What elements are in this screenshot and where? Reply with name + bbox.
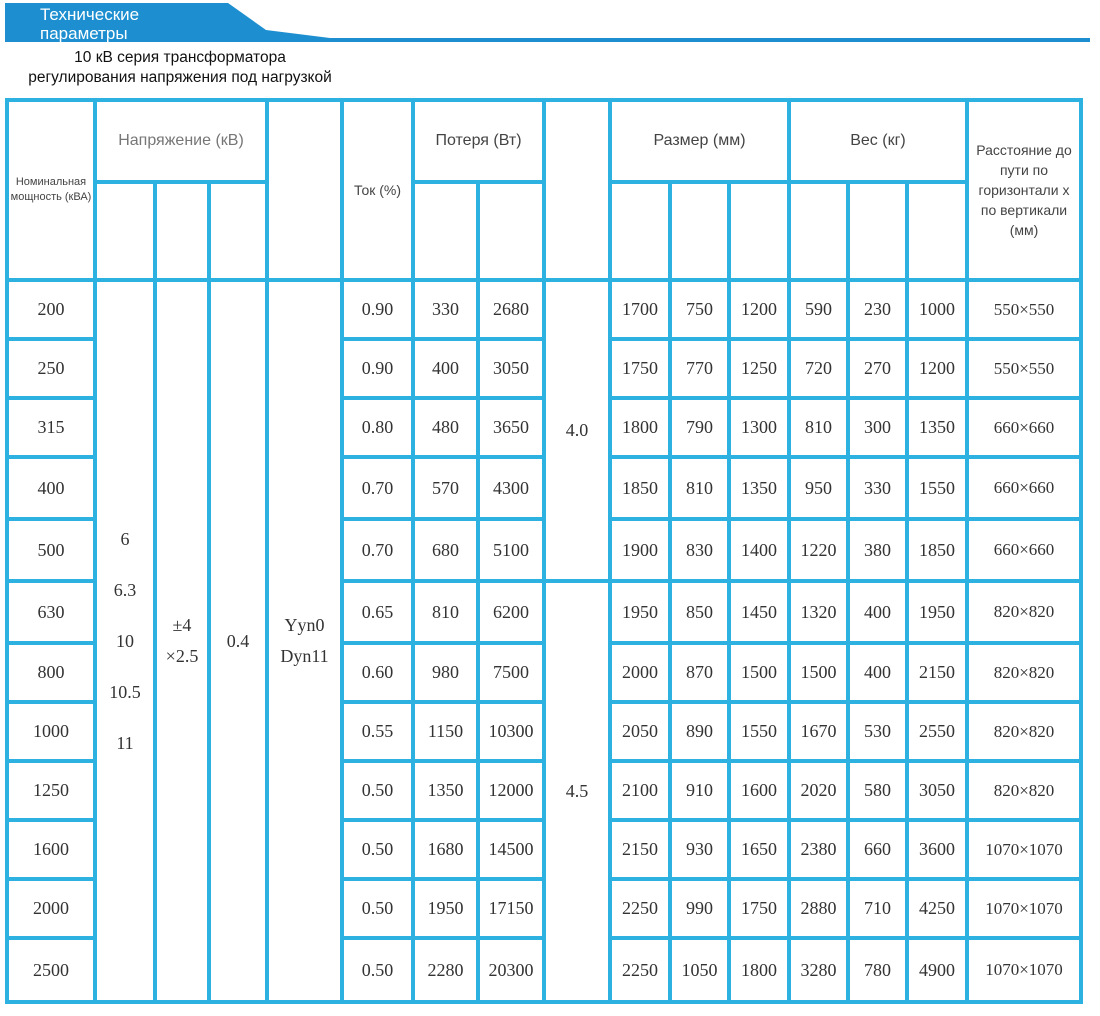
subheader-blank bbox=[211, 184, 265, 278]
banner-title: Технические параметры bbox=[40, 5, 140, 43]
cell-size-length: 1950 bbox=[612, 583, 668, 641]
cell-weight-oil: 810 bbox=[791, 400, 846, 455]
cell-power: 2500 bbox=[9, 940, 93, 1000]
cell-loss-load: 2680 bbox=[480, 282, 542, 337]
cell-size-width: 770 bbox=[672, 341, 727, 396]
cell-current: 0.50 bbox=[344, 763, 411, 818]
header-size: Размер (мм) bbox=[612, 102, 787, 180]
cell-hv-range-value: 10 bbox=[116, 630, 134, 651]
cell-loss-noload: 680 bbox=[415, 521, 476, 579]
cell-loss-load: 12000 bbox=[480, 763, 542, 818]
subtitle-line-2: регулирования напряжения под нагрузкой bbox=[28, 69, 332, 86]
cell-weight-core: 300 bbox=[850, 400, 905, 455]
cell-weight-total: 3050 bbox=[909, 763, 965, 818]
table-subtitle bbox=[0, 48, 360, 88]
cell-weight-oil: 590 bbox=[791, 282, 846, 337]
cell-weight-total: 1550 bbox=[909, 459, 965, 517]
cell-distance: 660×660 bbox=[969, 521, 1079, 579]
cell-size-length: 1850 bbox=[612, 459, 668, 517]
cell-size-width: 890 bbox=[672, 704, 727, 759]
cell-size-height: 1300 bbox=[731, 400, 787, 455]
cell-weight-total: 1000 bbox=[909, 282, 965, 337]
cell-lv: 0.4 bbox=[211, 282, 265, 1000]
cell-size-length: 2150 bbox=[612, 822, 668, 877]
cell-distance: 1070×1070 bbox=[969, 822, 1079, 877]
cell-size-width: 850 bbox=[672, 583, 727, 641]
subheader-blank bbox=[480, 184, 542, 278]
cell-loss-noload: 2280 bbox=[415, 940, 476, 1000]
cell-distance: 820×820 bbox=[969, 763, 1079, 818]
cell-weight-oil: 2880 bbox=[791, 881, 846, 936]
header-weight: Вес (кг) bbox=[791, 102, 965, 180]
cell-distance: 550×550 bbox=[969, 341, 1079, 396]
cell-loss-load: 3050 bbox=[480, 341, 542, 396]
header-current: Ток (%) bbox=[344, 102, 411, 278]
cell-loss-noload: 1950 bbox=[415, 881, 476, 936]
cell-loss-noload: 1150 bbox=[415, 704, 476, 759]
cell-size-height: 1450 bbox=[731, 583, 787, 641]
cell-distance: 660×660 bbox=[969, 459, 1079, 517]
cell-size-width: 830 bbox=[672, 521, 727, 579]
cell-loss-load: 7500 bbox=[480, 645, 542, 700]
cell-loss-load: 4300 bbox=[480, 459, 542, 517]
subheader-blank bbox=[731, 184, 787, 278]
cell-current: 0.70 bbox=[344, 459, 411, 517]
cell-weight-total: 4900 bbox=[909, 940, 965, 1000]
cell-size-height: 1800 bbox=[731, 940, 787, 1000]
cell-size-width: 910 bbox=[672, 763, 727, 818]
cell-distance: 550×550 bbox=[969, 282, 1079, 337]
cell-weight-oil: 1320 bbox=[791, 583, 846, 641]
cell-hv-range-value: 6.3 bbox=[113, 579, 137, 600]
cell-weight-oil: 2380 bbox=[791, 822, 846, 877]
cell-size-length: 1900 bbox=[612, 521, 668, 579]
cell-connection-value: Dyn11 bbox=[280, 646, 329, 666]
cell-size-length: 2000 bbox=[612, 645, 668, 700]
cell-connection-value: Yyn0 bbox=[284, 615, 325, 635]
cell-weight-core: 380 bbox=[850, 521, 905, 579]
cell-loss-noload: 980 bbox=[415, 645, 476, 700]
cell-power: 500 bbox=[9, 521, 93, 579]
cell-size-height: 1200 bbox=[731, 282, 787, 337]
cell-loss-noload: 810 bbox=[415, 583, 476, 641]
cell-size-width: 790 bbox=[672, 400, 727, 455]
table-row bbox=[9, 282, 1079, 337]
cell-current: 0.90 bbox=[344, 341, 411, 396]
subheader-blank bbox=[97, 184, 153, 278]
cell-distance: 820×820 bbox=[969, 645, 1079, 700]
subheader-blank bbox=[157, 184, 207, 278]
header-loss: Потеря (Вт) bbox=[415, 102, 542, 180]
cell-loss-load: 20300 bbox=[480, 940, 542, 1000]
cell-size-height: 1650 bbox=[731, 822, 787, 877]
cell-loss-noload: 570 bbox=[415, 459, 476, 517]
subheader-blank bbox=[909, 184, 965, 278]
cell-current: 0.55 bbox=[344, 704, 411, 759]
cell-loss-load: 10300 bbox=[480, 704, 542, 759]
cell-power: 1000 bbox=[9, 704, 93, 759]
cell-current: 0.50 bbox=[344, 822, 411, 877]
cell-weight-core: 400 bbox=[850, 645, 905, 700]
cell-power: 400 bbox=[9, 459, 93, 517]
subtitle-line-1: 10 кВ серия трансформатора bbox=[74, 49, 286, 66]
cell-size-height: 1500 bbox=[731, 645, 787, 700]
cell-impedance-group-1: 4.0 bbox=[546, 282, 608, 579]
cell-weight-total: 1950 bbox=[909, 583, 965, 641]
cell-size-length: 1800 bbox=[612, 400, 668, 455]
cell-weight-total: 1350 bbox=[909, 400, 965, 455]
cell-distance: 660×660 bbox=[969, 400, 1079, 455]
cell-weight-oil: 720 bbox=[791, 341, 846, 396]
cell-hv-range-value: 10.5 bbox=[109, 681, 141, 702]
cell-connection bbox=[269, 282, 340, 1000]
cell-loss-load: 3650 bbox=[480, 400, 542, 455]
cell-tap-range-value: ×2.5 bbox=[165, 646, 199, 666]
title-banner bbox=[0, 0, 1100, 48]
cell-size-width: 1050 bbox=[672, 940, 727, 1000]
cell-power: 250 bbox=[9, 341, 93, 396]
header-voltage-text: Напряжение (кВ) bbox=[118, 132, 244, 149]
cell-size-length: 1700 bbox=[612, 282, 668, 337]
header-distance-text: Расстояние до пути по горизонтали х по вертикали (мм) bbox=[976, 142, 1072, 238]
cell-size-length: 2050 bbox=[612, 704, 668, 759]
cell-size-height: 1250 bbox=[731, 341, 787, 396]
cell-power: 2000 bbox=[9, 881, 93, 936]
cell-weight-core: 710 bbox=[850, 881, 905, 936]
cell-distance: 1070×1070 bbox=[969, 940, 1079, 1000]
cell-loss-noload: 1350 bbox=[415, 763, 476, 818]
cell-weight-oil: 3280 bbox=[791, 940, 846, 1000]
cell-hv-range bbox=[97, 282, 153, 1000]
cell-weight-total: 1850 bbox=[909, 521, 965, 579]
cell-size-length: 2100 bbox=[612, 763, 668, 818]
cell-size-width: 750 bbox=[672, 282, 727, 337]
cell-weight-core: 530 bbox=[850, 704, 905, 759]
cell-weight-oil: 1670 bbox=[791, 704, 846, 759]
cell-loss-noload: 330 bbox=[415, 282, 476, 337]
cell-loss-noload: 1680 bbox=[415, 822, 476, 877]
cell-weight-core: 780 bbox=[850, 940, 905, 1000]
cell-loss-load: 5100 bbox=[480, 521, 542, 579]
subheader-blank bbox=[672, 184, 727, 278]
cell-power: 315 bbox=[9, 400, 93, 455]
cell-size-height: 1400 bbox=[731, 521, 787, 579]
cell-hv-range-value: 6 bbox=[120, 528, 130, 549]
cell-current: 0.70 bbox=[344, 521, 411, 579]
cell-weight-core: 660 bbox=[850, 822, 905, 877]
cell-current: 0.50 bbox=[344, 881, 411, 936]
header-row-1 bbox=[9, 102, 1079, 180]
header-power: Номинальная мощность (кВА) bbox=[9, 102, 93, 278]
spec-table bbox=[5, 98, 1083, 1004]
cell-weight-total: 2550 bbox=[909, 704, 965, 759]
header-connection-blank bbox=[269, 102, 340, 278]
cell-current: 0.50 bbox=[344, 940, 411, 1000]
cell-weight-core: 330 bbox=[850, 459, 905, 517]
cell-distance: 820×820 bbox=[969, 583, 1079, 641]
subheader-blank bbox=[612, 184, 668, 278]
cell-size-width: 870 bbox=[672, 645, 727, 700]
cell-tap-range bbox=[157, 282, 207, 1000]
header-voltage bbox=[97, 102, 265, 180]
cell-weight-core: 230 bbox=[850, 282, 905, 337]
cell-loss-noload: 400 bbox=[415, 341, 476, 396]
cell-power: 200 bbox=[9, 282, 93, 337]
cell-size-width: 990 bbox=[672, 881, 727, 936]
cell-current: 0.60 bbox=[344, 645, 411, 700]
cell-impedance-group-2: 4.5 bbox=[546, 583, 608, 1000]
cell-current: 0.90 bbox=[344, 282, 411, 337]
cell-size-height: 1750 bbox=[731, 881, 787, 936]
cell-weight-total: 1200 bbox=[909, 341, 965, 396]
cell-distance: 1070×1070 bbox=[969, 881, 1079, 936]
header-row-2 bbox=[9, 184, 1079, 278]
cell-size-height: 1600 bbox=[731, 763, 787, 818]
cell-weight-total: 2150 bbox=[909, 645, 965, 700]
cell-weight-core: 400 bbox=[850, 583, 905, 641]
cell-weight-oil: 950 bbox=[791, 459, 846, 517]
cell-size-width: 810 bbox=[672, 459, 727, 517]
cell-weight-oil: 1220 bbox=[791, 521, 846, 579]
subheader-blank bbox=[850, 184, 905, 278]
header-impedance-blank bbox=[546, 102, 608, 278]
cell-tap-range-value: ±4 bbox=[172, 615, 192, 635]
cell-size-length: 1750 bbox=[612, 341, 668, 396]
cell-size-height: 1550 bbox=[731, 704, 787, 759]
cell-weight-total: 4250 bbox=[909, 881, 965, 936]
cell-size-width: 930 bbox=[672, 822, 727, 877]
cell-power: 1600 bbox=[9, 822, 93, 877]
cell-weight-core: 270 bbox=[850, 341, 905, 396]
cell-power: 630 bbox=[9, 583, 93, 641]
cell-loss-noload: 480 bbox=[415, 400, 476, 455]
cell-loss-load: 6200 bbox=[480, 583, 542, 641]
cell-size-height: 1350 bbox=[731, 459, 787, 517]
cell-weight-core: 580 bbox=[850, 763, 905, 818]
cell-loss-load: 17150 bbox=[480, 881, 542, 936]
cell-distance: 820×820 bbox=[969, 704, 1079, 759]
cell-loss-load: 14500 bbox=[480, 822, 542, 877]
cell-weight-oil: 2020 bbox=[791, 763, 846, 818]
cell-weight-oil: 1500 bbox=[791, 645, 846, 700]
cell-weight-total: 3600 bbox=[909, 822, 965, 877]
header-distance bbox=[969, 102, 1079, 278]
cell-power: 800 bbox=[9, 645, 93, 700]
cell-power: 1250 bbox=[9, 763, 93, 818]
subheader-blank bbox=[415, 184, 476, 278]
cell-hv-range-value: 11 bbox=[116, 732, 134, 753]
cell-current: 0.65 bbox=[344, 583, 411, 641]
cell-size-length: 2250 bbox=[612, 881, 668, 936]
cell-current: 0.80 bbox=[344, 400, 411, 455]
subheader-blank bbox=[791, 184, 846, 278]
cell-size-length: 2250 bbox=[612, 940, 668, 1000]
